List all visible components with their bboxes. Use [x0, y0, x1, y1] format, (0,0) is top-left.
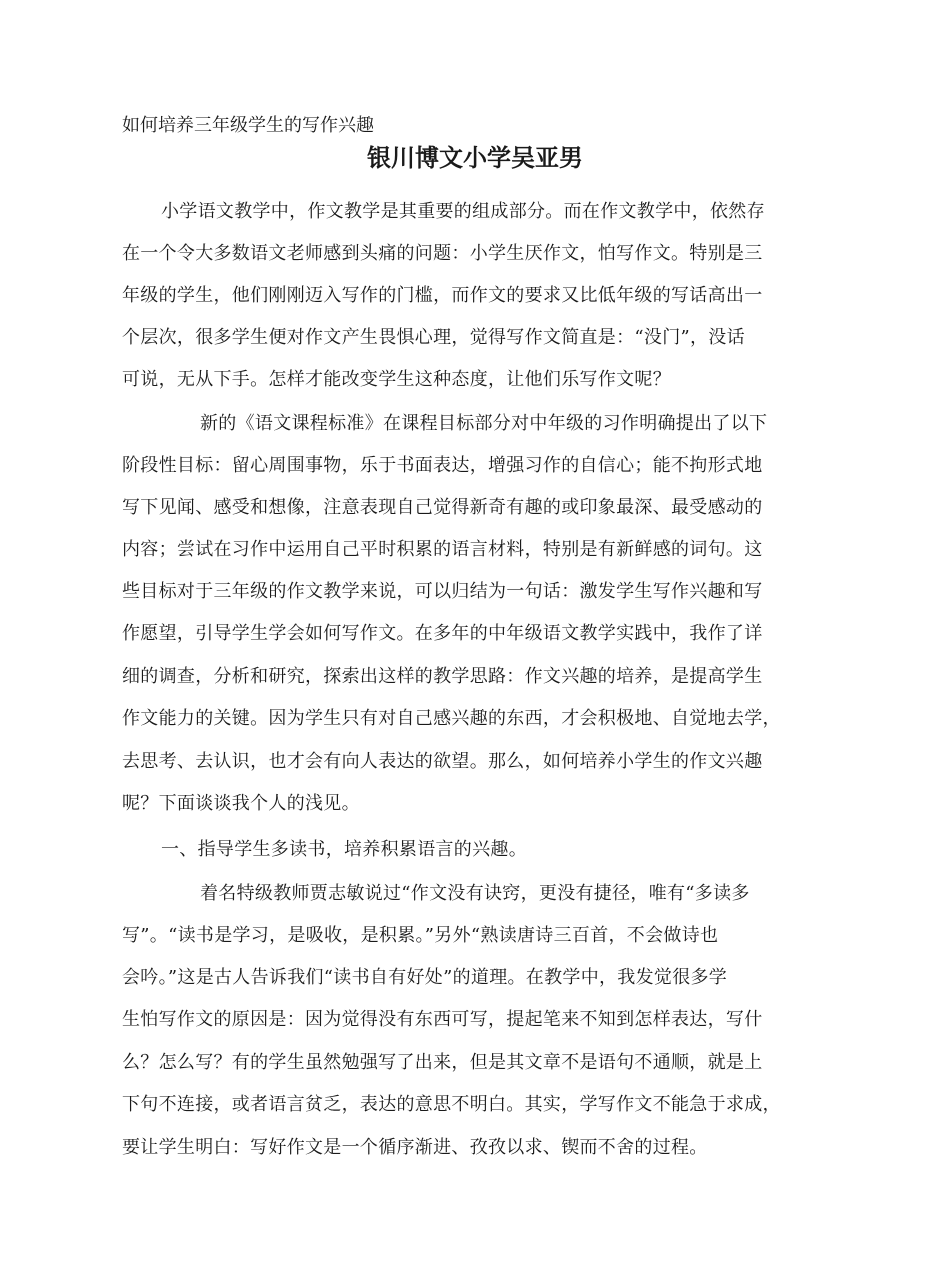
section-heading: 一、指导学生多读书，培养积累语言的兴趣。 — [161, 839, 527, 860]
paragraph-2-line: 去思考、去认识，也才会有向人表达的欲望。那么，如何培养小学生的作文兴趣 — [122, 751, 763, 772]
paragraph-1-line: 年级的学生，他们刚刚迈入写作的门槛，而作文的要求又比低年级的写话高出一 — [122, 285, 763, 306]
paragraph-4-line: 么？怎么写？有的学生虽然勉强写了出来，但是其文章不是语句不通顺，就是上 — [122, 1052, 763, 1073]
paragraph-2-line: 呢？下面谈谈我个人的浅见。 — [122, 793, 360, 814]
paragraph-2-line: 作文能力的关键。因为学生只有对自己感兴趣的东西，才会积极地、自觉地去学， — [122, 708, 781, 729]
paragraph-1-line: 个层次，很多学生便对作文产生畏惧心理，觉得写作文简直是：“没门”，没话 — [122, 327, 745, 348]
paragraph-4-line: 写”。“读书是学习，是吸收，是积累。”另外“熟读唐诗三百首，不会做诗也 — [122, 925, 719, 946]
document-title: 如何培养三年级学生的写作兴趣 — [122, 115, 374, 136]
paragraph-4-line: 会吟。”这是古人告诉我们“读书自有好处”的道理。在教学中，我发觉很多学 — [122, 967, 728, 988]
paragraph-1-line: 小学语文教学中，作文教学是其重要的组成部分。而在作文教学中，依然存 — [161, 201, 765, 222]
paragraph-2-line: 些目标对于三年级的作文教学来说，可以归结为一句话：激发学生写作兴趣和写 — [122, 581, 763, 602]
paragraph-4-line: 下句不连接，或者语言贫乏，表达的意思不明白。其实，学写作文不能急于求成， — [122, 1094, 781, 1115]
paragraph-2-line: 阶段性目标：留心周围事物，乐于书面表达，增强习作的自信心；能不拘形式地 — [122, 455, 763, 476]
paragraph-4-line: 要让学生明白：写好作文是一个循序渐进、孜孜以求、锲而不舍的过程。 — [122, 1137, 708, 1158]
paragraph-2-line: 内容；尝试在习作中运用自己平时积累的语言材料，特别是有新鲜感的词句。这 — [122, 539, 763, 560]
paragraph-2-line: 细的调查，分析和研究，探索出这样的教学思路：作文兴趣的培养，是提高学生 — [122, 666, 763, 687]
paragraph-2-line: 写下见闻、感受和想像，注意表现自己觉得新奇有趣的或印象最深、最受感动的 — [122, 497, 763, 518]
paragraph-4-line: 着名特级教师贾志敏说过“作文没有诀窍，更没有捷径，唯有“多读多 — [200, 883, 750, 904]
author-heading: 银川博文小学吴亚男 — [367, 144, 583, 172]
paragraph-4-line: 生怕写作文的原因是：因为觉得没有东西可写，提起笔来不知到怎样表达，写什 — [122, 1009, 763, 1030]
paragraph-2-line: 新的《语文课程标准》在课程目标部分对中年级的习作明确提出了以下 — [200, 413, 768, 434]
paragraph-1-line: 可说，无从下手。怎样才能改变学生这种态度，让他们乐写作文呢？ — [122, 369, 671, 390]
paragraph-1-line: 在一个令大多数语文老师感到头痛的问题：小学生厌作文，怕写作文。特别是三 — [122, 243, 763, 264]
paragraph-2-line: 作愿望，引导学生学会如何写作文。在多年的中年级语文教学实践中，我作了详 — [122, 623, 763, 644]
